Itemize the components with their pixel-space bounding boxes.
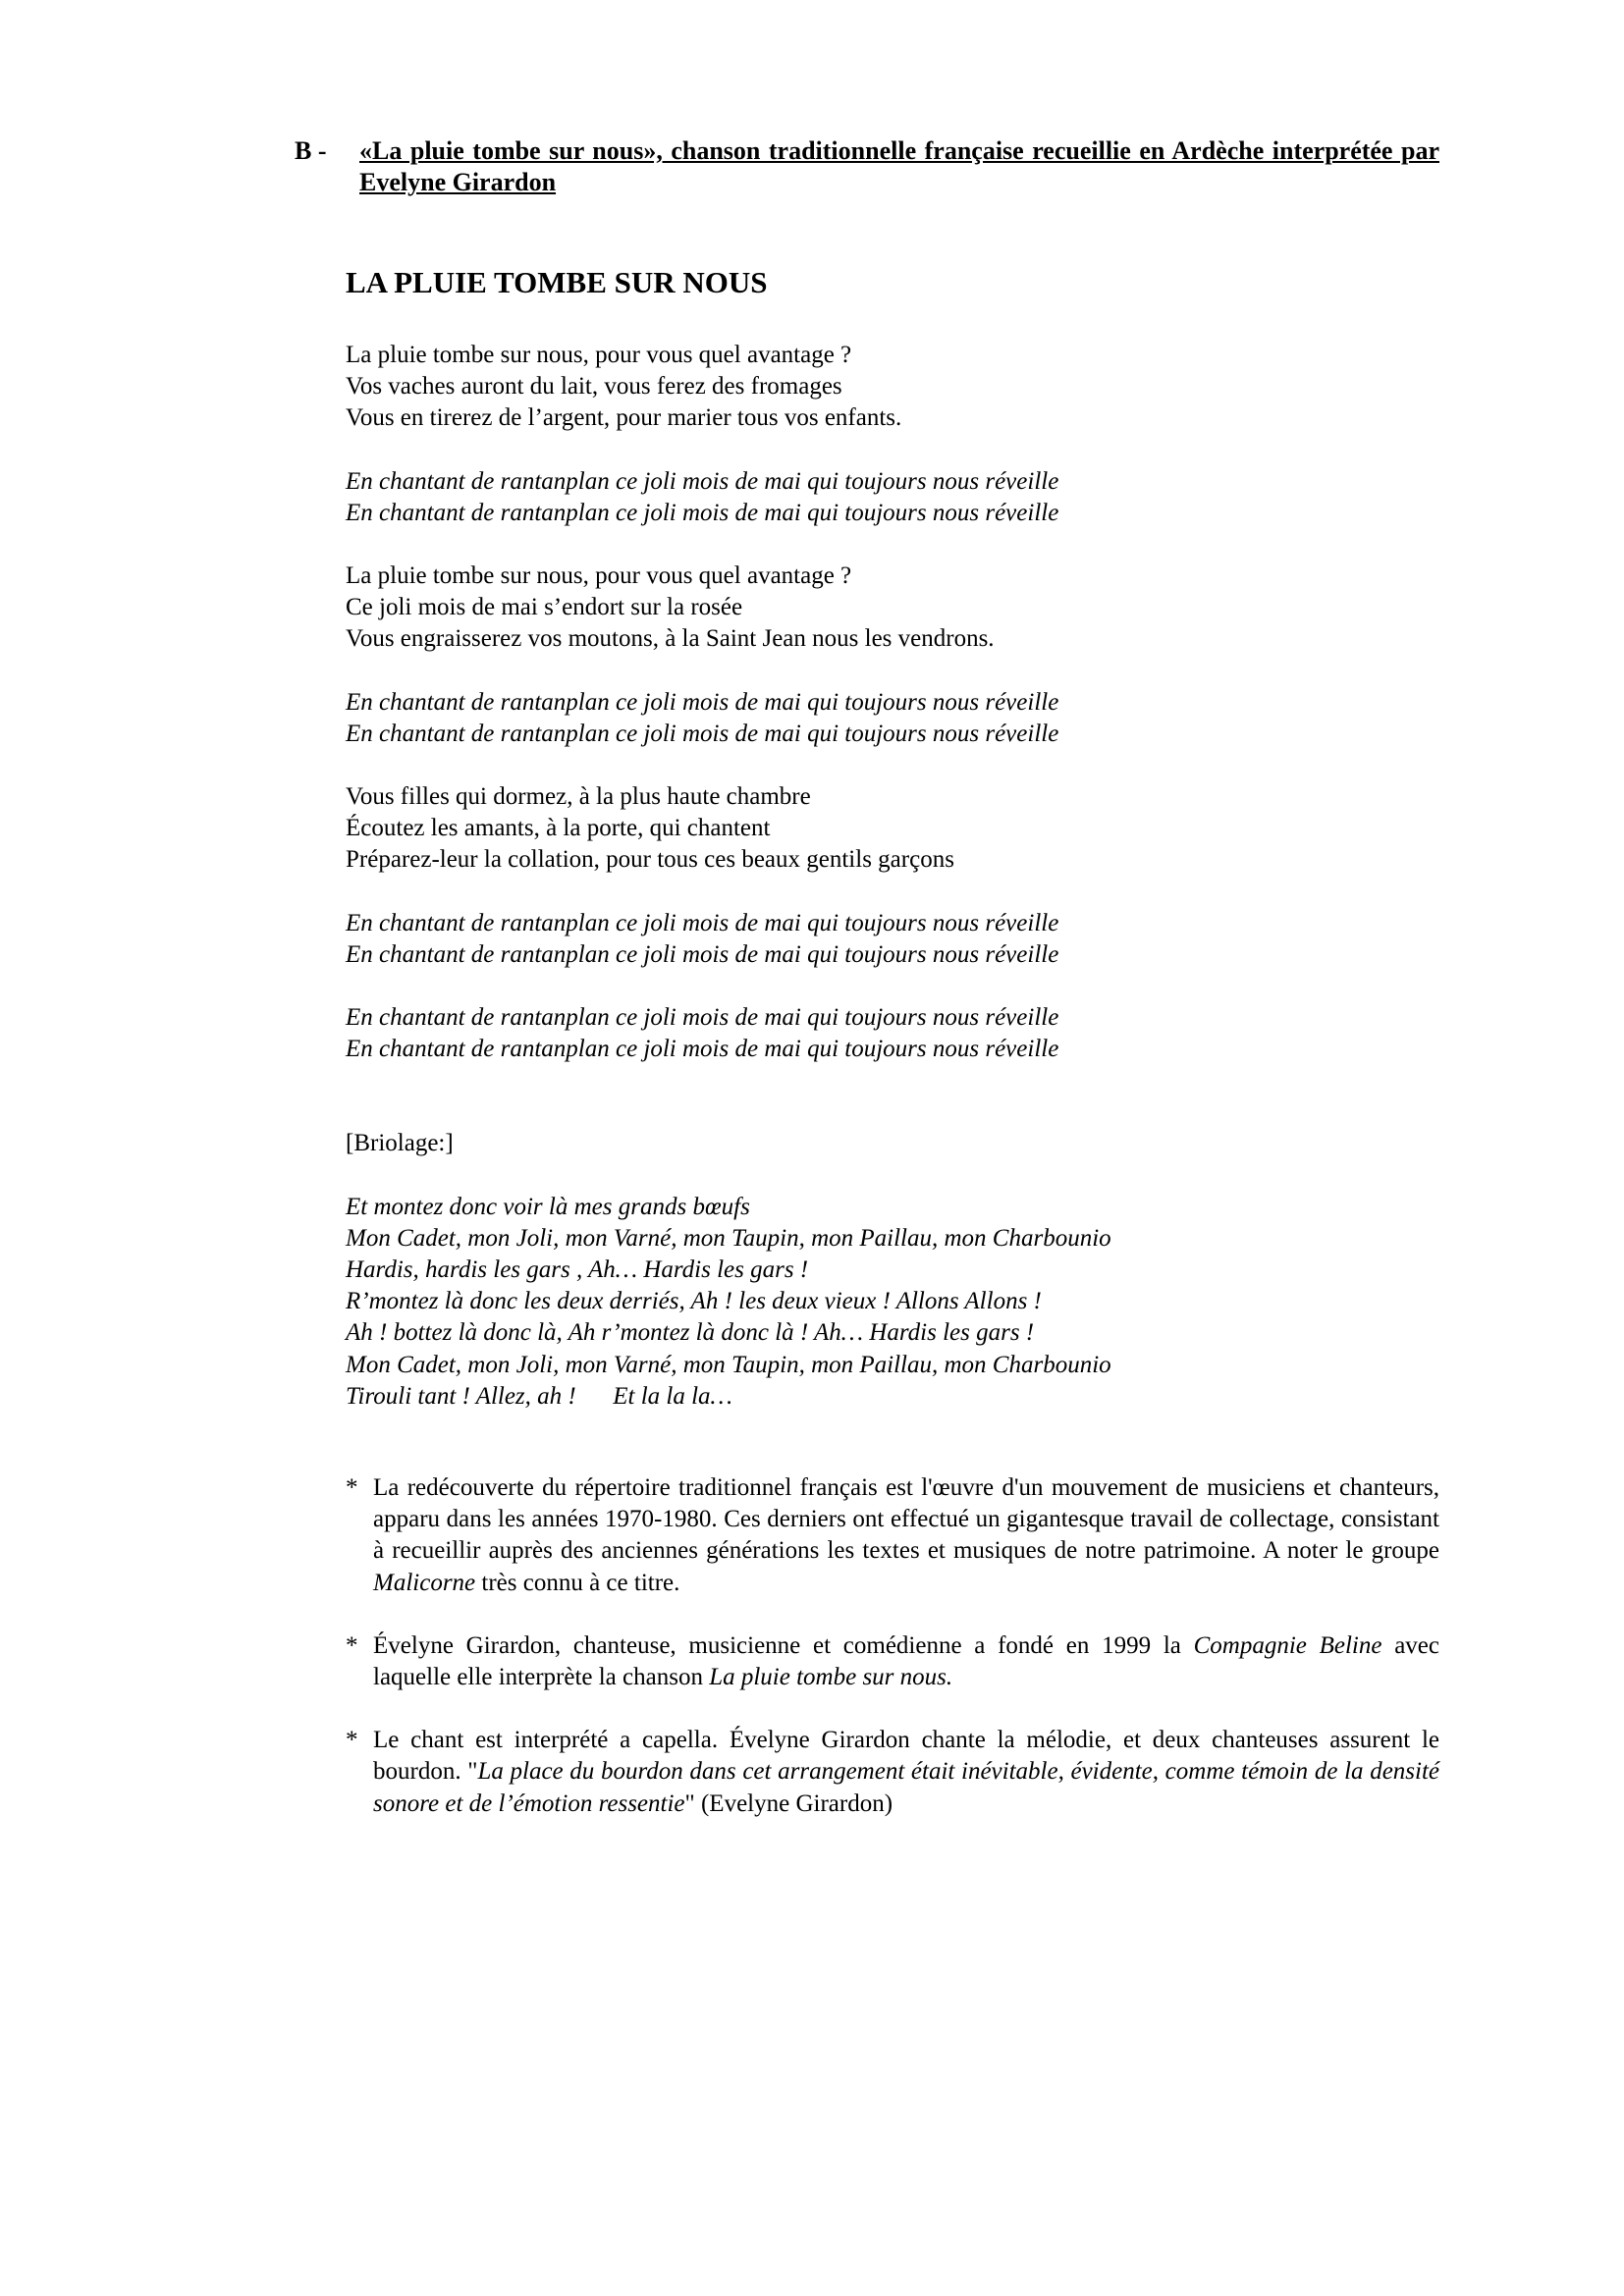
note-text: avec laquelle elle interprète la chanson <box>373 1631 1439 1691</box>
briolage-lines <box>346 1192 1426 1413</box>
refrain <box>346 687 1426 750</box>
lyric-line: En chantant de rantanplan ce joli mois de mai qui toujours nous réveille <box>346 688 1059 716</box>
lyric-line: En chantant de rantanplan ce joli mois de mai qui toujours nous réveille <box>346 940 1059 968</box>
lyric-line: Vous en tirerez de l’argent, pour marier tous vos enfants. <box>346 404 902 432</box>
verse <box>346 340 1426 435</box>
refrain <box>346 908 1426 971</box>
note-italic: Compagnie Beline <box>1193 1631 1382 1659</box>
lyric-line: En chantant de rantanplan ce joli mois de mai qui toujours nous réveille <box>346 909 1059 936</box>
note-star: * <box>346 1474 358 1501</box>
refrain <box>346 1002 1426 1065</box>
note-text: La redécouverte du répertoire traditionnel français est l'œuvre d'un mouvement de musiciens et chanteurs, apparu dans les années 1970-1980. Ces derniers ont effectué un gigantesque travail de collectage, consistant à recueillir auprès des anciennes générations les textes et musiques de notre patrimoine. A noter le groupe <box>373 1474 1439 1565</box>
briolage-line: Et montez donc voir là mes grands bœufs <box>346 1193 750 1220</box>
briolage-line: Ah ! bottez là donc là, Ah r’montez là donc là ! Ah… Hardis les gars ! <box>346 1319 1035 1347</box>
note-3 <box>346 1725 1439 1820</box>
lyric-line: La pluie tombe sur nous, pour vous quel avantage ? <box>346 342 852 368</box>
lyric-line: La pluie tombe sur nous, pour vous quel avantage ? <box>346 562 852 590</box>
briolage-label: [Briolage:] <box>346 1130 454 1157</box>
lyric-line: En chantant de rantanplan ce joli mois de mai qui toujours nous réveille <box>346 499 1059 526</box>
notes <box>346 1472 1439 1851</box>
briolage-line: Mon Cadet, mon Joli, mon Varné, mon Taupin, mon Paillau, mon Charbounio <box>346 1351 1111 1378</box>
lyric-line: En chantant de rantanplan ce joli mois de mai qui toujours nous réveille <box>346 1004 1059 1032</box>
lyric-line: Préparez-leur la collation, pour tous ces beaux gentils garçons <box>346 846 954 874</box>
note-star: * <box>346 1631 358 1659</box>
verse <box>346 781 1426 877</box>
lyric-line: En chantant de rantanplan ce joli mois de mai qui toujours nous réveille <box>346 467 1059 495</box>
briolage-line: Hardis, hardis les gars , Ah… Hardis les gars ! <box>346 1256 809 1284</box>
briolage-line: Tirouli tant ! Allez, ah ! Et la la la… <box>346 1382 732 1410</box>
note-text: très connu à ce titre. <box>475 1569 680 1596</box>
section-title: «La pluie tombe sur nous», chanson traditionnelle française recueillie en Ardèche interprétée par Evelyne Girardon <box>359 136 1439 196</box>
lyric-line: En chantant de rantanplan ce joli mois de mai qui toujours nous réveille <box>346 720 1059 747</box>
song-title: LA PLUIE TOMBE SUR NOUS <box>346 265 768 299</box>
briolage-line: Mon Cadet, mon Joli, mon Varné, mon Taupin, mon Paillau, mon Charbounio <box>346 1224 1111 1252</box>
briolage-line: R’montez là donc les deux derriés, Ah ! les deux vieux ! Allons Allons ! <box>346 1288 1042 1315</box>
note-text: Le chant est interprété a capella. Évelyne Girardon chante la mélodie, et deux chanteuses assurent le bourdon. " <box>373 1727 1439 1786</box>
stanzas <box>346 340 1426 1065</box>
lyric-line: Écoutez les amants, à la porte, qui chantent <box>346 815 771 842</box>
note-italic: Malicorne <box>373 1569 476 1596</box>
lyric-line: Vous engraisserez vos moutons, à la Saint Jean nous les vendrons. <box>346 625 995 653</box>
note-italic: La pluie tombe sur nous. <box>709 1664 953 1691</box>
lyric-line: Ce joli mois de mai s’endort sur la rosée <box>346 594 743 621</box>
note-italic: La place du bourdon dans cet arrangement était inévitable, évidente, comme témoin de la densité sonore et de l’émotion ressentie <box>373 1758 1440 1817</box>
refrain <box>346 466 1426 529</box>
note-text: Évelyne Girardon, chanteuse, musicienne et comédienne a fondé en 1999 la <box>373 1631 1194 1659</box>
note-2 <box>346 1630 1439 1693</box>
note-text: " (Evelyne Girardon) <box>684 1789 893 1817</box>
note-1 <box>346 1472 1439 1599</box>
section-marker: B - <box>295 136 327 165</box>
lyric-line: En chantant de rantanplan ce joli mois de mai qui toujours nous réveille <box>346 1036 1059 1063</box>
lyric-line: Vos vaches auront du lait, vous ferez des fromages <box>346 373 842 400</box>
lyric-line: Vous filles qui dormez, à la plus haute chambre <box>346 783 811 811</box>
lyrics <box>346 340 1426 1413</box>
note-star: * <box>346 1727 358 1754</box>
verse <box>346 561 1426 656</box>
